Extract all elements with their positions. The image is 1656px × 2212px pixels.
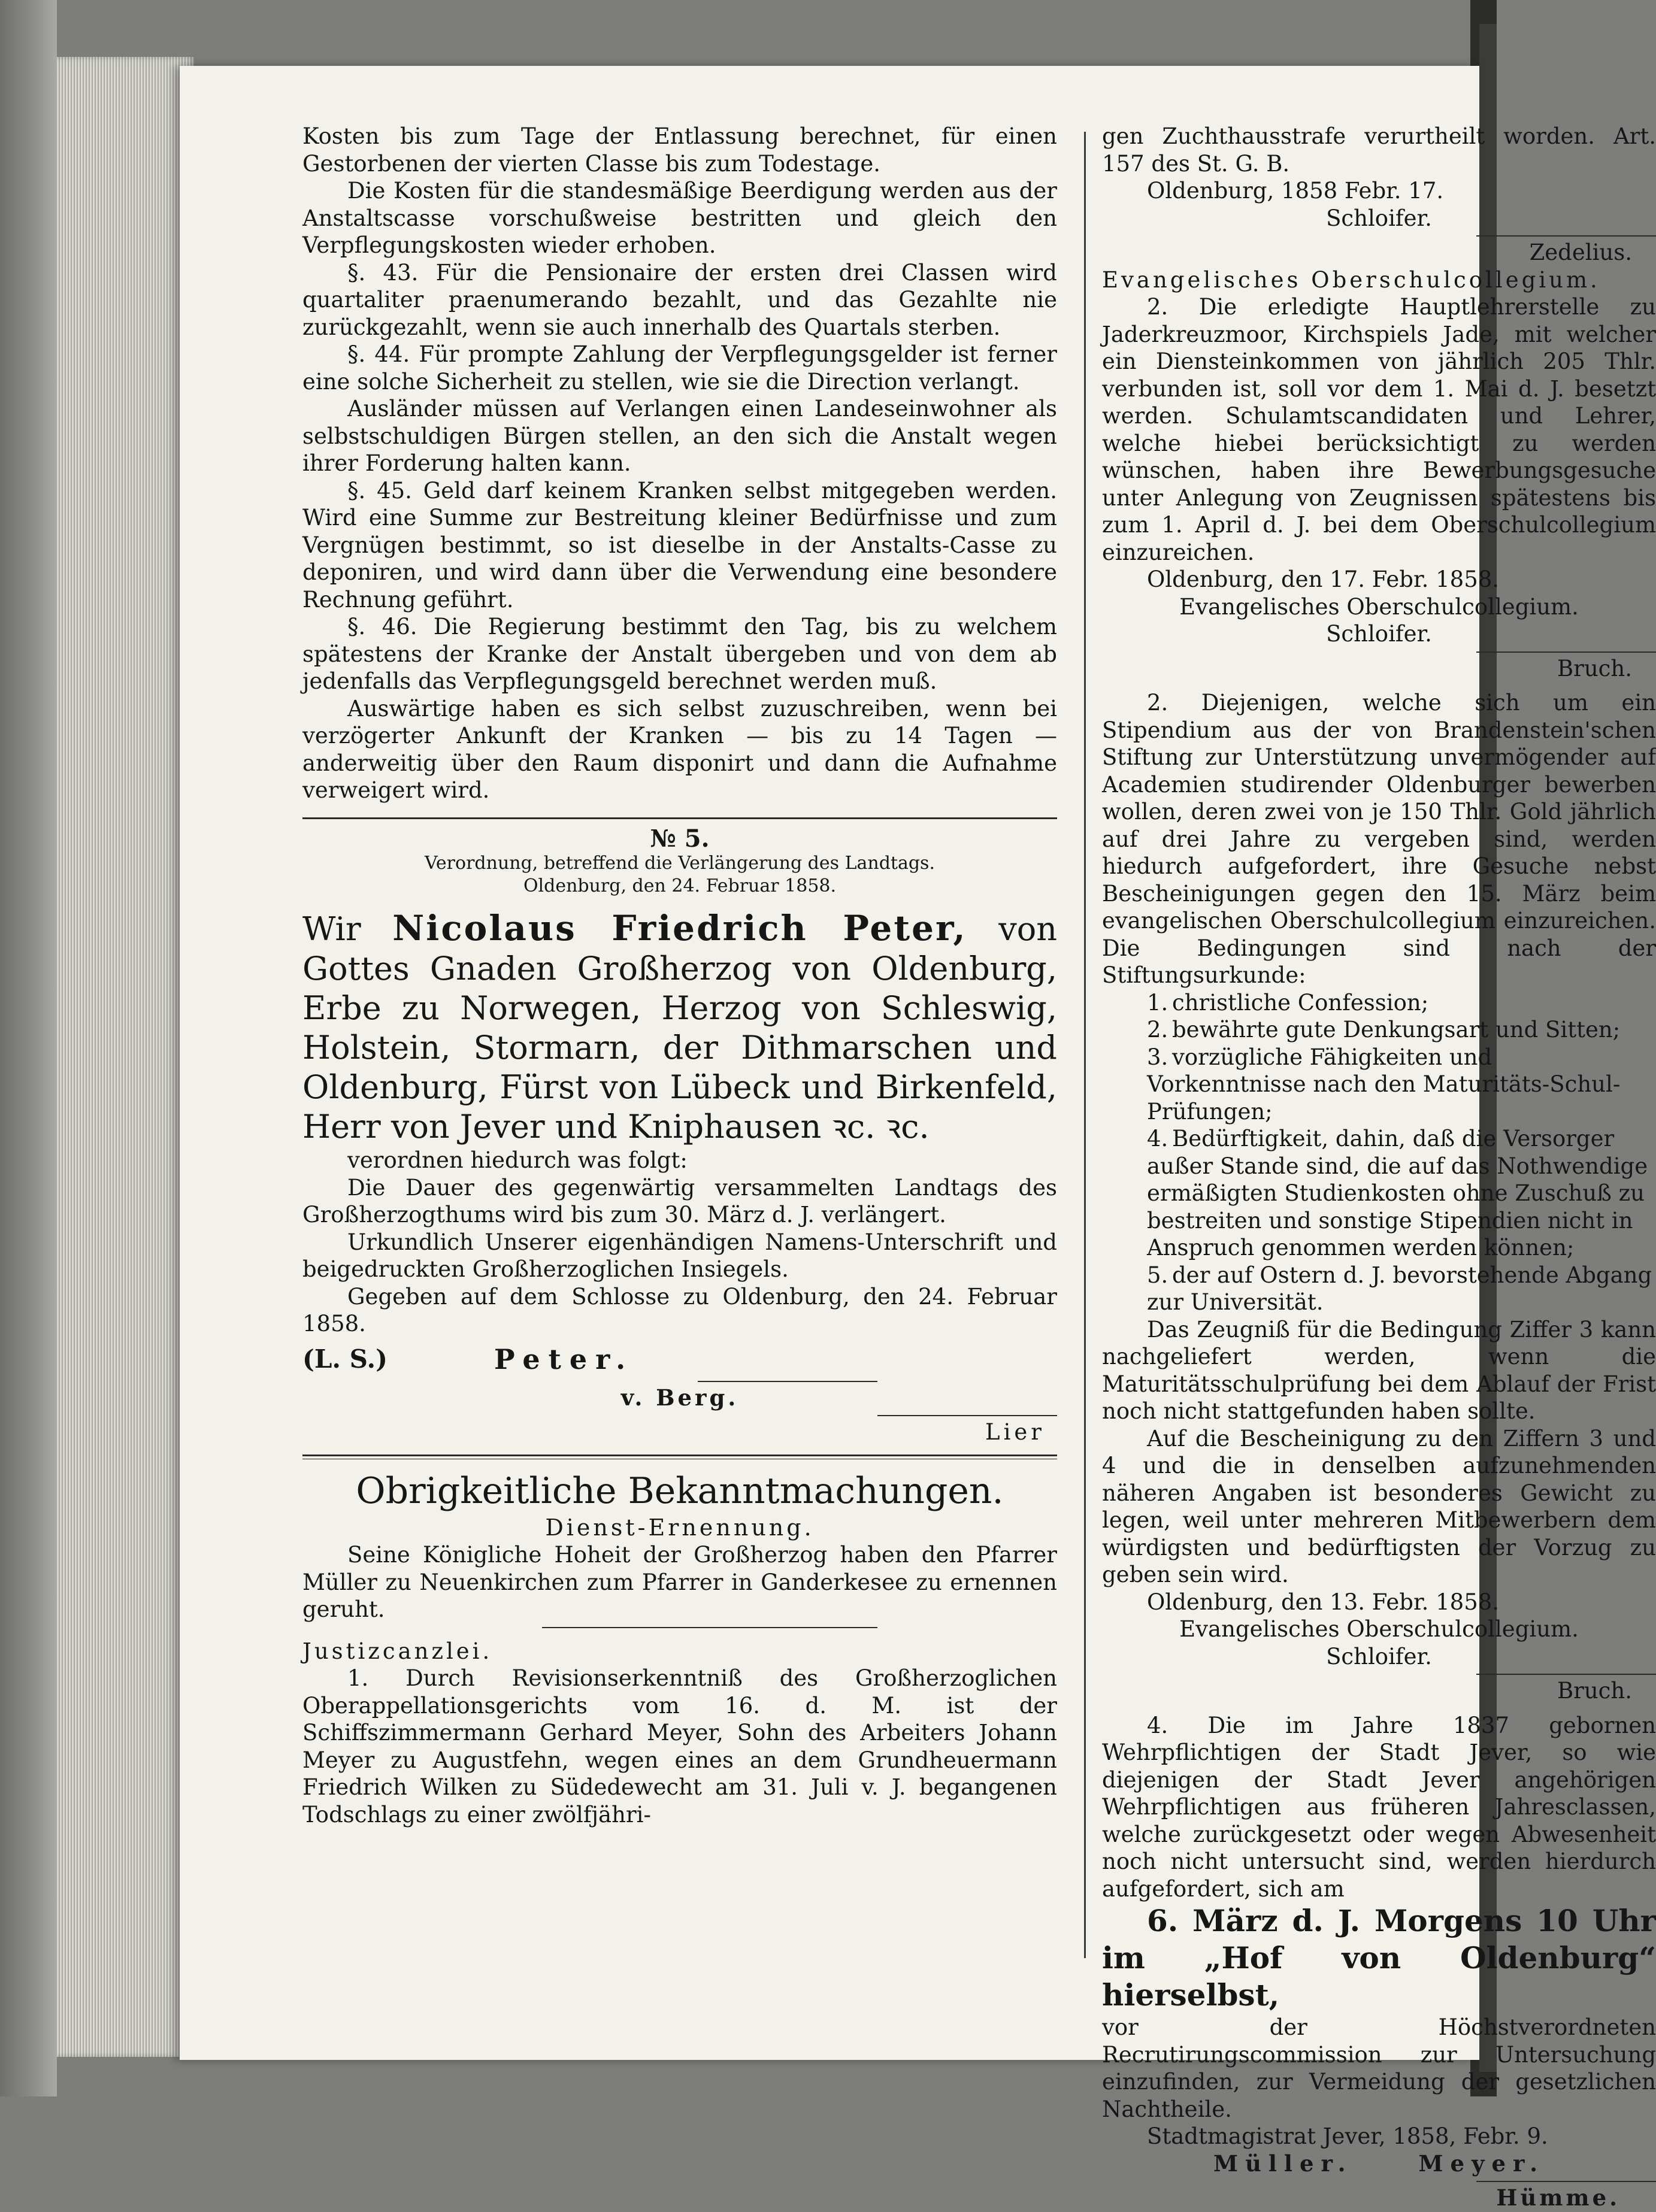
continuation-text: gen Zuchthausstrafe verurtheilt worden. Art. 157 des St. G. B. xyxy=(1102,123,1656,177)
ordinance-number: № 5. xyxy=(650,824,710,853)
signature-rule-3 xyxy=(1476,235,1656,237)
wehrpflicht-paragraph-2: vor der Höchstverordneten Recrutirungscommission zur Untersuchung einzufinden, zur Vermeidung der gesetzlichen Nachtheile. xyxy=(1102,2014,1656,2122)
condition-item: 1. christliche Confession; xyxy=(1147,989,1429,1016)
dienst-paragraph: Seine Königliche Hoheit der Großherzog haben den Pfarrer Müller zu Neuenkirchen zum Pfarrer in Ganderkesee zu ernennen geruht. xyxy=(302,1542,1057,1622)
paragraph-kosten: Kosten bis zum Tage der Entlassung berechnet, für einen Gestorbenen der vierten Classe bis zum Todestage. xyxy=(302,123,1057,177)
regent-titles: von Gottes Gnaden Großherzog von Oldenburg, Erbe zu Norwegen, Herzog von Schleswig, Holstein, Stormarn, der Dithmarschen und Oldenburg, Fürst von Lübeck und Birkenfeld, Herr von Jever und Kniphausen ꝛc. ꝛc. xyxy=(302,910,1057,1146)
date-line-2: Oldenburg, den 17. Febr. 1858. xyxy=(1147,566,1500,592)
justiz-paragraph: 1. Durch Revisionserkenntniß des Großherzoglichen Oberappellationsgerichts vom 16. d. M. ist der Schiffszimmermann Gerhard Meyer, Sohn des Arbeiters Johann Meyer zu Augustfehn, wegen eines an dem Grundheuermann Friedrich Wilken zu Südedewecht am 31. Juli v. J. begangenen Todschlags zu einer zwölfjähri- xyxy=(302,1665,1057,1828)
dienst-rule xyxy=(542,1627,877,1628)
signature-zedelius: Zedelius. xyxy=(1529,240,1632,265)
obrigkeitliche-heading: Obrigkeitliche Bekanntmachungen. xyxy=(356,1469,1004,1512)
signature-bruch-1: Bruch. xyxy=(1557,655,1632,681)
bescheinigung-paragraph: Auf die Bescheinigung zu den Ziffern 3 und 4 und die in denselben aufzunehmenden näheren Angaben ist besonderes Gewicht zu legen, weil unter mehreren Mitbewerbern dem würdigsten und bedürftigsten der Vorzug zu geben sein wird. xyxy=(1102,1425,1656,1587)
signature-rule-4 xyxy=(1476,652,1656,653)
signature-row xyxy=(1102,2150,1656,2178)
stipendium-paragraph: 2. Diejenigen, welche sich um ein Stipendium aus der von Brandenstein'schen Stiftung zur Unterstützung unvermögender auf Academien studirender Oldenburger bewerben wollen, deren zwei von je 150 Thlr. Gold jährlich auf drei Jahre zu vergeben sind, werden hiedurch aufgefordert, ihre Gesuche nebst Bescheinigungen gegen den 15. März beim evangelischen Oberschulcollegium einzureichen. Die Bedingungen sind nach der Stiftungsurkunde: xyxy=(1102,690,1656,988)
left-column xyxy=(302,123,1057,1828)
dienst-heading: Dienst-Ernennung. xyxy=(545,1514,815,1541)
signature-berg: v. Berg. xyxy=(620,1384,739,1411)
hauptlehrer-paragraph: 2. Die erledigte Hauptlehrerstelle zu Jaderkreuzmoor, Kirchspiels Jade, mit welcher ein Diensteinkommen von jährlich 205 Thlr. verbunden ist, soll vor dem 1. Mai d. J. besetzt werden. Schulamtscandidaten und Lehrer, welche hiebei berücksichtigt zu werden wünschen, haben ihre Bewerbungsgesuche unter Anlegung von Zeugnissen spätestens bis zum 1. April d. J. bei dem Oberschulcollegium einzureichen. xyxy=(1102,294,1656,565)
ordinance-date: Oldenburg, den 24. Februar 1858. xyxy=(523,875,837,896)
paragraph-auswaertige: Auswärtige haben es sich selbst zuzuschreiben, wenn bei verzögerter Ankunft der Kranken — bis zu 14 Tagen — anderweitig über den Raum disponirt und dann die Aufnahme verweigert wird. xyxy=(302,695,1057,803)
condition-item: 4. Bedürftigkeit, dahin, daß die Versorger außer Stande sind, die auf das Nothwendige ermäßigten Studienkosten ohne Zuschuß zu bestreiten und sonstige Stipendien nicht in Anspruch genommen werden können; xyxy=(1147,1126,1648,1260)
paragraph-44: §. 44. Für prompte Zahlung der Verpflegungsgelder ist ferner eine solche Sicherheit zu stellen, wie sie die Direction verlangt. xyxy=(302,341,1057,395)
signature-rule xyxy=(698,1381,877,1382)
justiz-heading: Justizcanzlei. xyxy=(302,1638,493,1664)
seal-signature-line xyxy=(302,1341,1057,1377)
column-divider xyxy=(1084,132,1086,1958)
stadtmagistrat-line: Stadtmagistrat Jever, 1858, Febr. 9. xyxy=(1147,2123,1548,2149)
evang-heading: Evangelisches Oberschulcollegium. xyxy=(1102,266,1600,293)
condition-item: 2. bewährte gute Denkungsart und Sitten; xyxy=(1147,1017,1621,1043)
dauer-paragraph: Die Dauer des gegenwärtig versammelten Landtags des Großherzogthums wird bis zum 30. März d. J. verlängert. xyxy=(302,1174,1057,1228)
signature-rule-2 xyxy=(877,1415,1057,1416)
book-edge-left xyxy=(0,0,57,2096)
verordnen-line: verordnen hiedurch was folgt: xyxy=(347,1147,688,1173)
signature-schloifer-3: Schloifer. xyxy=(1326,1643,1432,1669)
signature-rule-5 xyxy=(1476,1674,1656,1675)
paragraph-45: §. 45. Geld darf keinem Kranken selbst mitgegeben werden. Wird eine Summe zur Bestreitung kleiner Bedürfnisse und zum Vergnügen bestimmt, so ist dieselbe in der Anstalts-Casse zu deponiren, und wird dann über die Verwendung eine besondere Rechnung geführt. xyxy=(302,477,1057,613)
newspaper-page xyxy=(180,66,1656,2211)
signature-bruch-2: Bruch. xyxy=(1557,1678,1632,1704)
signature-rule-6 xyxy=(1476,2181,1656,2182)
ordinance-title: Verordnung, betreffend die Verlängerung des Landtags. xyxy=(425,853,935,874)
signature-meyer: Meyer. xyxy=(1418,2150,1545,2177)
wir-intro xyxy=(302,908,1057,1147)
urkundlich-paragraph: Urkundlich Unserer eigenhändigen Namens-Unterschrift und beigedruckten Großherzoglichen Insiegels. xyxy=(302,1229,1057,1282)
signature-huemme: Hümme. xyxy=(1496,2184,1620,2211)
right-column xyxy=(1102,123,1656,2212)
evang-signature-line: Evangelisches Oberschulcollegium. xyxy=(1179,593,1579,620)
gegeben-paragraph: Gegeben auf dem Schlosse zu Oldenburg, den 24. Februar 1858. xyxy=(302,1283,1057,1337)
conditions-list xyxy=(1147,989,1656,1316)
condition-item: 3. vorzügliche Fähigkeiten und Vorkenntnisse nach den Maturitäts-Schul-Prüfungen; xyxy=(1147,1044,1621,1125)
signature-schloifer-2: Schloifer. xyxy=(1326,621,1432,647)
wir-prefix: Wir xyxy=(302,910,361,948)
date-line-3: Oldenburg, den 13. Febr. 1858. xyxy=(1147,1589,1500,1615)
condition-item: 5. der auf Ostern d. J. bevorstehende Abgang zur Universität. xyxy=(1147,1262,1652,1315)
zeugniss-paragraph: Das Zeugniß für die Bedingung Ziffer 3 kann nachgeliefert werden, wenn die Maturitätsschulprüfung bei dem Ablauf der Frist noch nicht stattgefunden haben sollte. xyxy=(1102,1316,1656,1424)
paragraph-auslaender: Ausländer müssen auf Verlangen einen Landeseinwohner als selbstschuldigen Bürgen stellen, an den sich die Anstalt wegen ihrer Forderung halten kann. xyxy=(302,396,1057,476)
evang-signature-line-2: Evangelisches Oberschulcollegium. xyxy=(1179,1616,1579,1642)
signature-lier: Lier xyxy=(985,1419,1045,1445)
page-stack-edges xyxy=(57,57,195,2057)
wehrpflicht-paragraph: 4. Die im Jahre 1837 gebornen Wehrpflichtigen der Stadt Jever, so wie diejenigen der Stadt Jever angehörigen Wehrpflichtigen aus früheren Jahresclassen, welche zurückgesetzt oder wegen Abwesenheit noch nicht untersucht sind, werden hierdurch aufgefordert, sich am xyxy=(1102,1712,1656,1902)
muster-date-announcement: 6. März d. J. Morgens 10 Uhr im „Hof von Oldenburg“ hierselbst, xyxy=(1102,1903,1656,2013)
seal-mark: (L. S.) xyxy=(302,1344,387,1374)
section-double-divider xyxy=(302,1455,1057,1459)
signature-schloifer-1: Schloifer. xyxy=(1326,205,1432,231)
paragraph-46: §. 46. Die Regierung bestimmt den Tag, bis zu welchem spätestens der Kranke der Anstalt übergeben und von dem ab jedenfalls das Verpflegungsgeld berechnet werden muß. xyxy=(302,614,1057,694)
paragraph-43: §. 43. Für die Pensionaire der ersten drei Classen wird quartaliter praenumerando bezahlt, und das Gezahlte nie zurückgezahlt, wenn sie auch innerhalb des Quartals sterben. xyxy=(302,259,1057,340)
signature-peter: Peter. xyxy=(494,1343,634,1375)
signature-mueller: Müller. xyxy=(1213,2150,1353,2177)
date-line-1: Oldenburg, 1858 Febr. 17. xyxy=(1147,178,1444,204)
section-divider xyxy=(302,817,1057,819)
paragraph-beerdigung: Die Kosten für die standesmäßige Beerdigung werden aus der Anstaltscasse vorschußweise bestritten und gleich den Verpflegungskosten wieder erhoben. xyxy=(302,178,1057,258)
regent-name: Nicolaus Friedrich Peter, xyxy=(392,908,967,949)
